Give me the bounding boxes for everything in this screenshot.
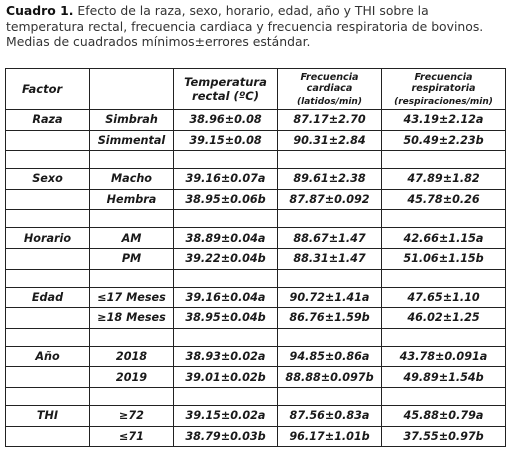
factor-cell: Sexo bbox=[6, 169, 90, 190]
temperature-cell: 38.89±0.04a bbox=[174, 228, 278, 249]
group-spacer-row bbox=[6, 328, 506, 346]
temperature-cell: 39.16±0.04a bbox=[174, 287, 278, 308]
table-row bbox=[6, 346, 506, 367]
spacer-cell bbox=[174, 269, 278, 287]
table-row bbox=[6, 169, 506, 190]
spacer-cell bbox=[174, 151, 278, 169]
spacer-cell bbox=[6, 151, 90, 169]
temperature-cell: 39.15±0.08 bbox=[174, 130, 278, 151]
header-resp-rate bbox=[382, 69, 506, 110]
heart-rate-cell: 90.31±2.84 bbox=[278, 130, 382, 151]
heart-rate-cell: 87.56±0.83a bbox=[278, 405, 382, 426]
spacer-cell bbox=[90, 328, 174, 346]
table-body bbox=[6, 110, 506, 447]
table-row bbox=[6, 426, 506, 447]
level-cell: 2019 bbox=[90, 367, 174, 388]
resp-rate-cell: 49.89±1.54b bbox=[382, 367, 506, 388]
spacer-cell bbox=[278, 328, 382, 346]
resp-rate-cell: 43.19±2.12a bbox=[382, 110, 506, 131]
header-rr-line1: Frecuencia respiratoria bbox=[411, 71, 476, 94]
group-spacer-row bbox=[6, 387, 506, 405]
spacer-cell bbox=[382, 328, 506, 346]
spacer-cell bbox=[90, 269, 174, 287]
group-spacer-row bbox=[6, 269, 506, 287]
spacer-cell bbox=[6, 328, 90, 346]
spacer-cell bbox=[382, 269, 506, 287]
resp-rate-cell: 37.55±0.97b bbox=[382, 426, 506, 447]
table-row bbox=[6, 110, 506, 131]
resp-rate-cell: 45.78±0.26 bbox=[382, 189, 506, 210]
resp-rate-cell: 46.02±1.25 bbox=[382, 308, 506, 329]
spacer-cell bbox=[382, 387, 506, 405]
header-temp-line2: rectal (ºC) bbox=[192, 89, 259, 103]
level-cell: ≤17 Meses bbox=[90, 287, 174, 308]
group-spacer-row bbox=[6, 210, 506, 228]
factor-cell bbox=[6, 308, 90, 329]
spacer-cell bbox=[174, 328, 278, 346]
header-level bbox=[90, 69, 174, 110]
resp-rate-cell: 47.89±1.82 bbox=[382, 169, 506, 190]
table-caption bbox=[6, 3, 506, 50]
spacer-cell bbox=[382, 210, 506, 228]
factor-cell: THI bbox=[6, 405, 90, 426]
spacer-cell bbox=[90, 387, 174, 405]
spacer-cell bbox=[90, 210, 174, 228]
group-spacer-row bbox=[6, 151, 506, 169]
temperature-cell: 39.16±0.07a bbox=[174, 169, 278, 190]
heart-rate-cell: 87.17±2.70 bbox=[278, 110, 382, 131]
spacer-cell bbox=[6, 210, 90, 228]
factor-cell: Horario bbox=[6, 228, 90, 249]
table-row bbox=[6, 189, 506, 210]
header-temp-line1: Temperatura bbox=[184, 75, 267, 89]
heart-rate-cell: 90.72±1.41a bbox=[278, 287, 382, 308]
spacer-cell bbox=[278, 210, 382, 228]
resp-rate-cell: 43.78±0.091a bbox=[382, 346, 506, 367]
temperature-cell: 39.22±0.04b bbox=[174, 248, 278, 269]
header-row bbox=[6, 69, 506, 110]
table-row bbox=[6, 367, 506, 388]
level-cell: Simmental bbox=[90, 130, 174, 151]
heart-rate-cell: 88.31±1.47 bbox=[278, 248, 382, 269]
table-row bbox=[6, 228, 506, 249]
header-factor: Factor bbox=[6, 69, 90, 110]
caption-label: Cuadro 1. bbox=[6, 3, 74, 18]
level-cell: ≤71 bbox=[90, 426, 174, 447]
resp-rate-cell: 50.49±2.23b bbox=[382, 130, 506, 151]
heart-rate-cell: 87.87±0.092 bbox=[278, 189, 382, 210]
spacer-cell bbox=[278, 151, 382, 169]
level-cell: Simbrah bbox=[90, 110, 174, 131]
temperature-cell: 38.95±0.06b bbox=[174, 189, 278, 210]
table-row bbox=[6, 308, 506, 329]
header-temperature bbox=[174, 69, 278, 110]
spacer-cell bbox=[6, 387, 90, 405]
factor-cell bbox=[6, 248, 90, 269]
header-hr-line2: (latidos/min) bbox=[297, 96, 362, 107]
spacer-cell bbox=[174, 210, 278, 228]
table-row bbox=[6, 130, 506, 151]
resp-rate-cell: 47.65±1.10 bbox=[382, 287, 506, 308]
level-cell: AM bbox=[90, 228, 174, 249]
level-cell: ≥18 Meses bbox=[90, 308, 174, 329]
header-hr-line1: Frecuencia cardiaca bbox=[300, 71, 359, 94]
level-cell: 2018 bbox=[90, 346, 174, 367]
resp-rate-cell: 42.66±1.15a bbox=[382, 228, 506, 249]
heart-rate-cell: 96.17±1.01b bbox=[278, 426, 382, 447]
spacer-cell bbox=[90, 151, 174, 169]
results-table bbox=[5, 68, 506, 447]
factor-cell: Año bbox=[6, 346, 90, 367]
temperature-cell: 39.15±0.02a bbox=[174, 405, 278, 426]
factor-cell bbox=[6, 367, 90, 388]
level-cell: Macho bbox=[90, 169, 174, 190]
heart-rate-cell: 86.76±1.59b bbox=[278, 308, 382, 329]
table-row bbox=[6, 248, 506, 269]
factor-cell bbox=[6, 130, 90, 151]
level-cell: Hembra bbox=[90, 189, 174, 210]
temperature-cell: 38.95±0.04b bbox=[174, 308, 278, 329]
factor-cell: Edad bbox=[6, 287, 90, 308]
spacer-cell bbox=[174, 387, 278, 405]
factor-cell bbox=[6, 189, 90, 210]
heart-rate-cell: 89.61±2.38 bbox=[278, 169, 382, 190]
resp-rate-cell: 51.06±1.15b bbox=[382, 248, 506, 269]
table-row bbox=[6, 405, 506, 426]
temperature-cell: 38.93±0.02a bbox=[174, 346, 278, 367]
caption-text: Efecto de la raza, sexo, horario, edad, año y THI sobre la temperatura rectal, frecuencia cardiaca y frecuencia respiratoria de bovinos. Medias de cuadrados mínimos±errores estándar. bbox=[6, 3, 484, 50]
factor-cell: Raza bbox=[6, 110, 90, 131]
heart-rate-cell: 88.67±1.47 bbox=[278, 228, 382, 249]
heart-rate-cell: 88.88±0.097b bbox=[278, 367, 382, 388]
resp-rate-cell: 45.88±0.79a bbox=[382, 405, 506, 426]
header-heart-rate bbox=[278, 69, 382, 110]
level-cell: PM bbox=[90, 248, 174, 269]
spacer-cell bbox=[382, 151, 506, 169]
table-row bbox=[6, 287, 506, 308]
level-cell: ≥72 bbox=[90, 405, 174, 426]
spacer-cell bbox=[6, 269, 90, 287]
heart-rate-cell: 94.85±0.86a bbox=[278, 346, 382, 367]
temperature-cell: 38.96±0.08 bbox=[174, 110, 278, 131]
spacer-cell bbox=[278, 387, 382, 405]
spacer-cell bbox=[278, 269, 382, 287]
temperature-cell: 39.01±0.02b bbox=[174, 367, 278, 388]
header-rr-line2: (respiraciones/min) bbox=[394, 96, 493, 107]
factor-cell bbox=[6, 426, 90, 447]
temperature-cell: 38.79±0.03b bbox=[174, 426, 278, 447]
